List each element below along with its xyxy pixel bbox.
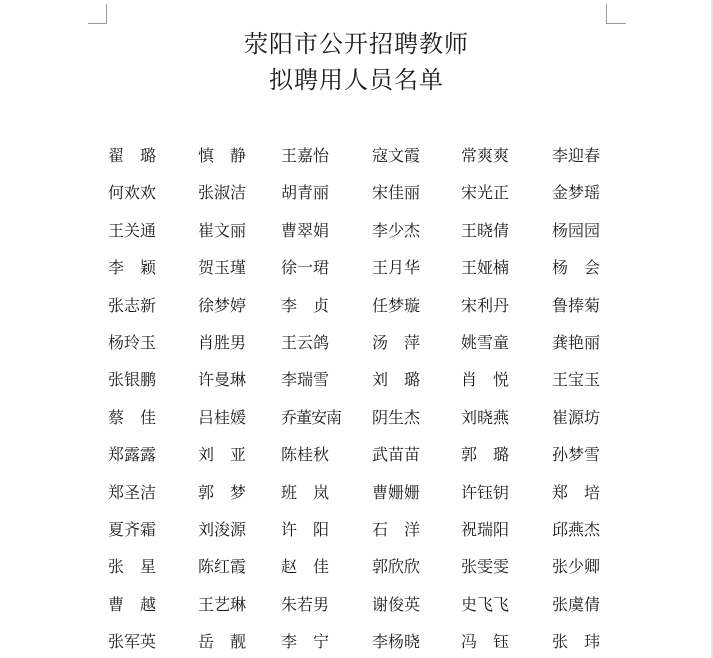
name-cell: 杨玲玉 xyxy=(108,333,157,352)
name-cell: 赵 佳 xyxy=(281,557,330,576)
name-cell: 夏齐霜 xyxy=(108,520,157,539)
name-cell: 曹 越 xyxy=(108,595,157,614)
name-cell: 宋利丹 xyxy=(461,296,510,315)
name-cell: 张虞倩 xyxy=(552,595,601,614)
name-cell: 郑圣洁 xyxy=(108,483,157,502)
name-cell: 朱若男 xyxy=(281,595,330,614)
name-cell: 许 阳 xyxy=(281,520,330,539)
name-cell: 郑露露 xyxy=(108,445,157,464)
name-cell: 李瑞雪 xyxy=(281,370,330,389)
name-cell: 徐梦婷 xyxy=(198,296,247,315)
name-cell: 鲁捧菊 xyxy=(552,296,601,315)
name-cell: 王宝玉 xyxy=(552,370,601,389)
name-cell: 贺玉瑾 xyxy=(198,258,247,277)
name-cell: 邱燕杰 xyxy=(552,520,601,539)
name-cell: 常爽爽 xyxy=(461,146,510,165)
name-cell: 张少卿 xyxy=(552,557,601,576)
name-cell: 王嘉怡 xyxy=(281,146,330,165)
name-cell: 张淑洁 xyxy=(198,183,247,202)
name-cell: 许曼琳 xyxy=(198,370,247,389)
name-cell: 寇文霞 xyxy=(372,146,421,165)
name-cell: 吕桂媛 xyxy=(198,408,247,427)
name-cell: 李杨晓 xyxy=(372,632,421,651)
name-cell: 王娅楠 xyxy=(461,258,510,277)
name-cell: 张 星 xyxy=(108,557,157,576)
name-cell: 王艺琳 xyxy=(198,595,247,614)
name-cell: 胡青丽 xyxy=(281,183,330,202)
name-cell: 肖 悦 xyxy=(461,370,510,389)
name-cell: 杨 会 xyxy=(552,258,601,277)
name-cell: 史飞飞 xyxy=(461,595,510,614)
name-cell: 李 贞 xyxy=(281,296,330,315)
name-cell: 姚雪童 xyxy=(461,333,510,352)
name-cell: 宋光正 xyxy=(461,183,510,202)
name-cell: 郭 璐 xyxy=(461,445,510,464)
name-cell: 班 岚 xyxy=(281,483,330,502)
name-cell: 曹翠娟 xyxy=(281,221,330,240)
name-cell: 慎 静 xyxy=(198,146,247,165)
name-cell: 王晓倩 xyxy=(461,221,510,240)
name-cell: 徐一珺 xyxy=(281,258,330,277)
name-cell: 曹姗姗 xyxy=(372,483,421,502)
name-cell: 岳 靓 xyxy=(198,632,247,651)
name-cell: 陈桂秋 xyxy=(281,445,330,464)
name-cell: 翟 璐 xyxy=(108,146,157,165)
name-cell: 任梦璇 xyxy=(372,296,421,315)
name-cell: 刘浚源 xyxy=(198,520,247,539)
name-cell: 崔文丽 xyxy=(198,221,247,240)
name-cell: 阴生杰 xyxy=(372,408,421,427)
name-cell: 何欢欢 xyxy=(108,183,157,202)
name-cell: 郭欣欣 xyxy=(372,557,421,576)
name-cell: 龚艳丽 xyxy=(552,333,601,352)
name-cell: 李 颖 xyxy=(108,258,157,277)
name-cell: 汤 萍 xyxy=(372,333,421,352)
name-cell: 张银鹏 xyxy=(108,370,157,389)
name-cell: 宋佳丽 xyxy=(372,183,421,202)
name-cell: 刘 亚 xyxy=(198,445,247,464)
name-cell: 李 宁 xyxy=(281,632,330,651)
name-cell: 郑 培 xyxy=(552,483,601,502)
name-cell: 王云鸽 xyxy=(281,333,330,352)
name-cell: 刘 璐 xyxy=(372,370,421,389)
name-cell: 乔董安南 xyxy=(281,408,342,427)
name-cell: 杨园园 xyxy=(552,221,601,240)
name-cell: 张志新 xyxy=(108,296,157,315)
name-cell: 张 玮 xyxy=(552,632,601,651)
name-cell: 李迎春 xyxy=(552,146,601,165)
name-cell: 王关通 xyxy=(108,221,157,240)
name-cell: 金梦瑶 xyxy=(552,183,601,202)
name-cell: 郭 梦 xyxy=(198,483,247,502)
name-cell: 许钰钥 xyxy=(461,483,510,502)
name-cell: 陈红霞 xyxy=(198,557,247,576)
name-cell: 李少杰 xyxy=(372,221,421,240)
name-cell: 崔源坊 xyxy=(552,408,601,427)
name-cell: 冯 钰 xyxy=(461,632,510,651)
name-cell: 张军英 xyxy=(108,632,157,651)
name-cell: 蔡 佳 xyxy=(108,408,157,427)
name-cell: 祝瑞阳 xyxy=(461,520,510,539)
name-cell: 张雯雯 xyxy=(461,557,510,576)
name-cell: 肖胜男 xyxy=(198,333,247,352)
name-cell: 武苗苗 xyxy=(372,445,421,464)
name-cell: 石 洋 xyxy=(372,520,421,539)
name-cell: 刘晓燕 xyxy=(461,408,510,427)
name-cell: 谢俊英 xyxy=(372,595,421,614)
name-cell: 孙梦雪 xyxy=(552,445,601,464)
name-cell: 王月华 xyxy=(372,258,421,277)
document-subtitle: 拟聘用人员名单 xyxy=(269,66,444,94)
document-title: 荥阳市公开招聘教师 xyxy=(244,30,469,58)
